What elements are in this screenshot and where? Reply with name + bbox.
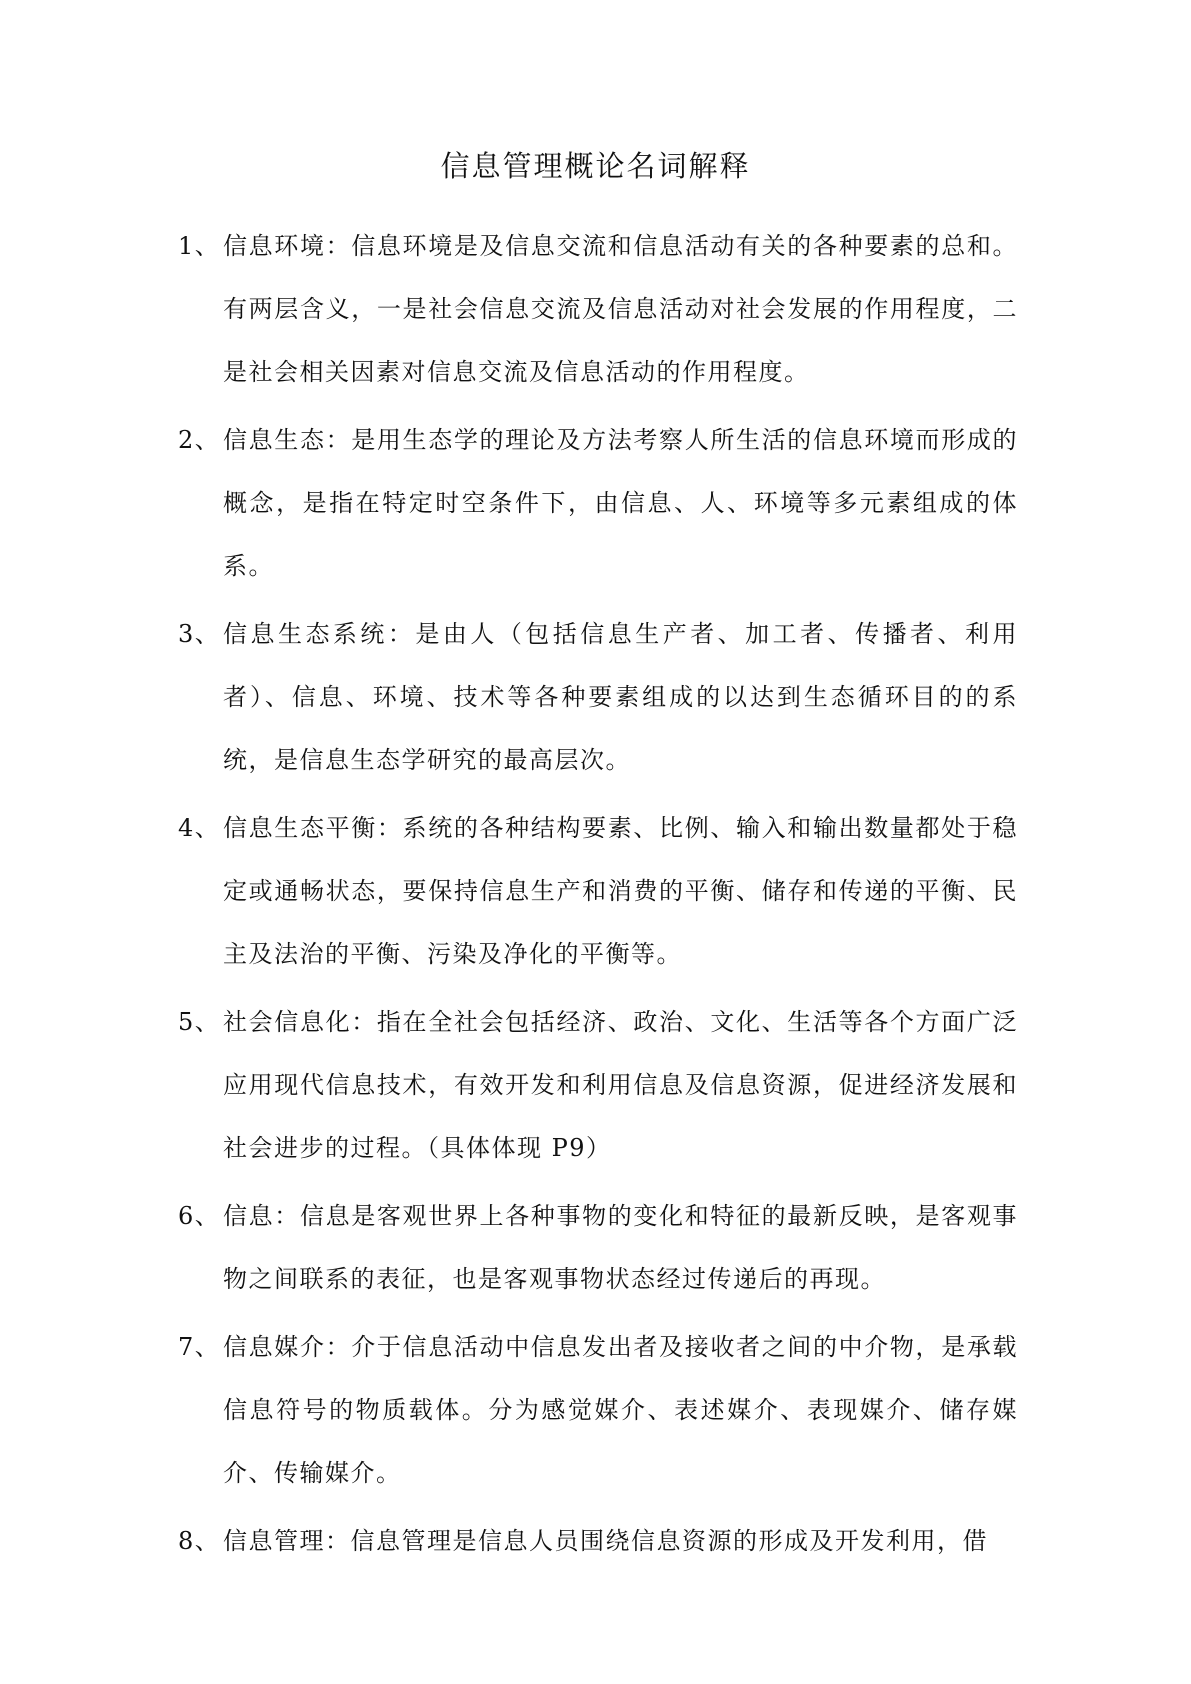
term-number: 4、 (178, 814, 221, 842)
term-definition: 信息：信息是客观世界上各种事物的变化和特征的最新反映，是客观事物之间联系的表征，也是客观事物状态经过传递后的再现。 (223, 1202, 1018, 1293)
term-entry-1 (178, 215, 1018, 404)
term-number: 7、 (178, 1333, 221, 1361)
term-number: 6、 (178, 1202, 221, 1230)
term-number: 5、 (178, 1008, 221, 1036)
term-number: 3、 (178, 620, 221, 648)
term-entry-2 (178, 409, 1018, 598)
term-definition: 信息管理：信息管理是信息人员围绕信息资源的形成及开发利用，借 (223, 1527, 988, 1555)
term-number: 8、 (178, 1527, 221, 1555)
term-entry-6 (178, 1185, 1018, 1311)
term-definition: 信息环境：信息环境是及信息交流和信息活动有关的各种要素的总和。有两层含义，一是社会信息交流及信息活动对社会发展的作用程度，二是社会相关因素对信息交流及信息活动的作用程度。 (223, 232, 1018, 386)
term-definition: 信息生态：是用生态学的理论及方法考察人所生活的信息环境而形成的概念，是指在特定时空条件下，由信息、人、环境等多元素组成的体系。 (223, 426, 1018, 580)
term-entry-5 (178, 991, 1018, 1180)
term-list (178, 215, 1018, 1578)
term-number: 1、 (178, 232, 221, 260)
term-definition: 信息媒介：介于信息活动中信息发出者及接收者之间的中介物，是承载信息符号的物质载体。分为感觉媒介、表述媒介、表现媒介、储存媒介、传输媒介。 (223, 1333, 1018, 1487)
term-entry-7 (178, 1316, 1018, 1505)
document-title: 信息管理概论名词解释 (440, 149, 751, 183)
term-definition: 社会信息化：指在全社会包括经济、政治、文化、生活等各个方面广泛应用现代信息技术，有效开发和利用信息及信息资源，促进经济发展和社会进步的过程。（具体体现 P9） (223, 1008, 1018, 1162)
term-entry-8 (178, 1510, 1018, 1573)
term-entry-3 (178, 603, 1018, 792)
term-number: 2、 (178, 426, 221, 454)
term-definition: 信息生态平衡：系统的各种结构要素、比例、输入和输出数量都处于稳定或通畅状态，要保持信息生产和消费的平衡、储存和传递的平衡、民主及法治的平衡、污染及净化的平衡等。 (223, 814, 1018, 968)
term-definition: 信息生态系统：是由人（包括信息生产者、加工者、传播者、利用者）、信息、环境、技术等各种要素组成的以达到生态循环目的的系统，是信息生态学研究的最高层次。 (223, 620, 1018, 774)
term-entry-4 (178, 797, 1018, 986)
